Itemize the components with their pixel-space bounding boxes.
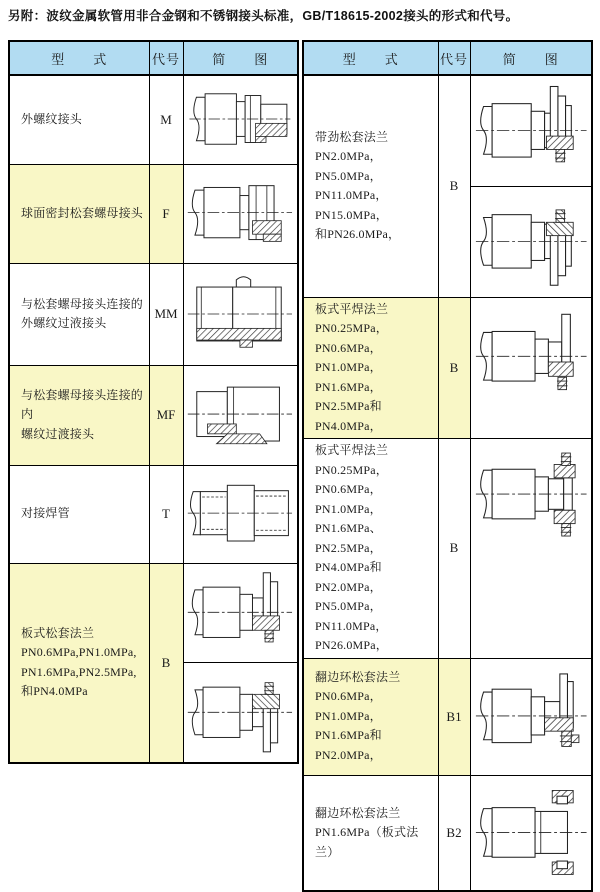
joint-code-cell: MM	[149, 263, 183, 365]
joint-type-cell	[9, 263, 149, 365]
joint-type-cell	[9, 75, 149, 164]
joint-type-line: 与松套螺母接头连接的	[21, 296, 144, 311]
joint-type-line: 板式平焊法兰	[315, 301, 389, 316]
joint-type-line: PN2.0MPa，PN5.0MPa，	[315, 579, 382, 613]
diagram-stack	[184, 564, 298, 762]
joint-type-cell	[303, 439, 438, 659]
table-row	[303, 297, 592, 439]
table-row	[303, 439, 592, 659]
joint-diagram-cell	[183, 563, 298, 763]
joint-code-cell: T	[149, 465, 183, 563]
butt-weld-pipe-diagram	[184, 466, 298, 562]
joint-type-line: 带劲松套法兰	[315, 129, 389, 144]
header-row	[303, 41, 592, 75]
joint-type-line: PN2.5MPa，PN4.0MPa和	[315, 540, 382, 574]
joint-type-line: PN1.0MPa，PN1.6MPa，	[315, 360, 382, 394]
diagram-stack	[471, 298, 592, 416]
diagram-stack	[471, 659, 592, 774]
joint-type-cell	[9, 365, 149, 465]
joint-type-cell	[303, 75, 438, 297]
joint-code-cell: B	[438, 75, 470, 297]
joint-type-cell	[303, 775, 438, 891]
header-code: 代号	[438, 41, 470, 75]
joint-type-line: 球面密封松套螺母接头	[21, 205, 144, 220]
neck-loose-flange-down-diagram	[471, 186, 592, 297]
table-row	[9, 465, 298, 563]
joint-type-cell	[9, 164, 149, 263]
joint-type-line: PN1.6MPa和PN2.0MPa，	[315, 728, 382, 762]
table-row	[9, 164, 298, 263]
joint-diagram-cell	[183, 263, 298, 365]
table-row	[303, 658, 592, 775]
joint-diagram-cell	[470, 439, 592, 659]
flared-ring-loose-flange-plate-diagram	[471, 776, 592, 890]
joint-code-cell: MF	[149, 365, 183, 465]
header-diagram: 简 图	[183, 41, 298, 75]
plate-weld-flange-up-diagram	[471, 298, 592, 416]
joint-type-line: 外螺纹接头	[21, 112, 83, 126]
joint-type-cell	[303, 297, 438, 439]
joint-code-cell: F	[149, 164, 183, 263]
diagram-stack	[471, 776, 592, 890]
diagram-stack	[184, 76, 298, 163]
table-row	[303, 775, 592, 891]
male-female-adapter-diagram	[184, 366, 298, 464]
joint-type-line: PN0.25MPa，PN0.6MPa，	[315, 462, 389, 496]
tables-container	[8, 40, 592, 892]
joint-code-cell: B	[438, 297, 470, 439]
flared-ring-loose-flange-diagram	[471, 659, 592, 774]
joint-type-line: PN0.6MPa，PN1.0MPa，	[315, 689, 382, 723]
table-row	[9, 563, 298, 763]
joint-diagram-cell	[470, 297, 592, 439]
joint-type-line: 和PN26.0MPa，	[315, 227, 401, 242]
header-row	[9, 41, 298, 75]
joint-type-line: 板式平焊法兰	[315, 443, 389, 457]
joint-type-line: PN0.6MPa,PN1.0MPa,	[21, 645, 137, 660]
joint-type-cell	[9, 563, 149, 763]
joint-type-line: 翻边环松套法兰	[315, 805, 401, 820]
joint-table-right-body	[303, 75, 592, 891]
joint-type-line: 和PN4.0MPa	[21, 684, 88, 699]
joint-table-left-body	[9, 75, 298, 763]
table-row	[9, 365, 298, 465]
joint-type-line: 与松套螺母接头连接的内	[21, 387, 144, 422]
joint-code-cell: M	[149, 75, 183, 164]
joint-type-line: PN2.0MPa，PN5.0MPa，	[315, 149, 382, 183]
joint-type-line: 板式松套法兰	[21, 625, 95, 640]
diagram-stack	[184, 165, 298, 262]
table-row	[9, 75, 298, 164]
plate-loose-flange-down-diagram	[184, 662, 298, 762]
header-diagram: 简 图	[470, 41, 592, 75]
joint-type-line: PN1.6MPa（板式法兰）	[315, 825, 419, 859]
header-type: 型 式	[9, 41, 149, 75]
diagram-stack	[184, 366, 298, 464]
joint-type-line: PN1.0MPa，PN1.6MPa、	[315, 501, 382, 535]
joint-diagram-cell	[183, 164, 298, 263]
diagram-stack	[184, 466, 298, 562]
header-type: 型 式	[303, 41, 438, 75]
joint-type-line: PN11.0MPa，PN15.0MPa，	[315, 188, 389, 222]
joint-type-line: PN11.0MPa，PN26.0MPa，	[315, 618, 389, 652]
plate-loose-flange-up-diagram	[184, 564, 298, 663]
spherical-seal-loose-nut-fitting-diagram	[184, 165, 298, 262]
joint-code-cell: B	[149, 563, 183, 763]
joint-type-line: 翻边环松套法兰	[315, 669, 401, 684]
joint-diagram-cell	[183, 365, 298, 465]
joint-type-line: 对接焊管	[21, 506, 70, 521]
joint-code-cell: B1	[438, 658, 470, 775]
joint-type-line: PN0.25MPa，PN0.6MPa，	[315, 321, 389, 355]
diagram-stack	[471, 439, 592, 550]
joint-type-line: PN2.5MPa和PN4.0MPa，	[315, 399, 382, 433]
plate-weld-flange-sym-diagram	[471, 439, 592, 550]
header-code: 代号	[149, 41, 183, 75]
joint-table-left	[8, 40, 299, 764]
joint-diagram-cell	[183, 75, 298, 164]
joint-code-cell: B2	[438, 775, 470, 891]
table-row	[9, 263, 298, 365]
joint-type-cell	[303, 658, 438, 775]
male-thread-fitting-diagram	[184, 76, 298, 163]
joint-type-line: 螺纹过渡接头	[21, 426, 95, 441]
joint-diagram-cell	[470, 75, 592, 297]
joint-type-cell	[9, 465, 149, 563]
joint-table-right	[302, 40, 593, 892]
joint-code-cell: B	[438, 439, 470, 659]
joint-type-line: 外螺纹过液接头	[21, 316, 107, 330]
page-title: 另附：波纹金属软管用非合金钢和不锈钢接头标准，GB/T18615-2002接头的形式和代号。	[8, 9, 519, 23]
diagram-stack	[471, 76, 592, 296]
neck-loose-flange-up-diagram	[471, 76, 592, 186]
male-male-adapter-diagram	[184, 264, 298, 364]
joint-diagram-cell	[183, 465, 298, 563]
joint-diagram-cell	[470, 775, 592, 891]
joint-type-line: PN1.6MPa,PN2.5MPa,	[21, 664, 137, 679]
table-row	[303, 75, 592, 297]
diagram-stack	[184, 264, 298, 364]
joint-diagram-cell	[470, 658, 592, 775]
